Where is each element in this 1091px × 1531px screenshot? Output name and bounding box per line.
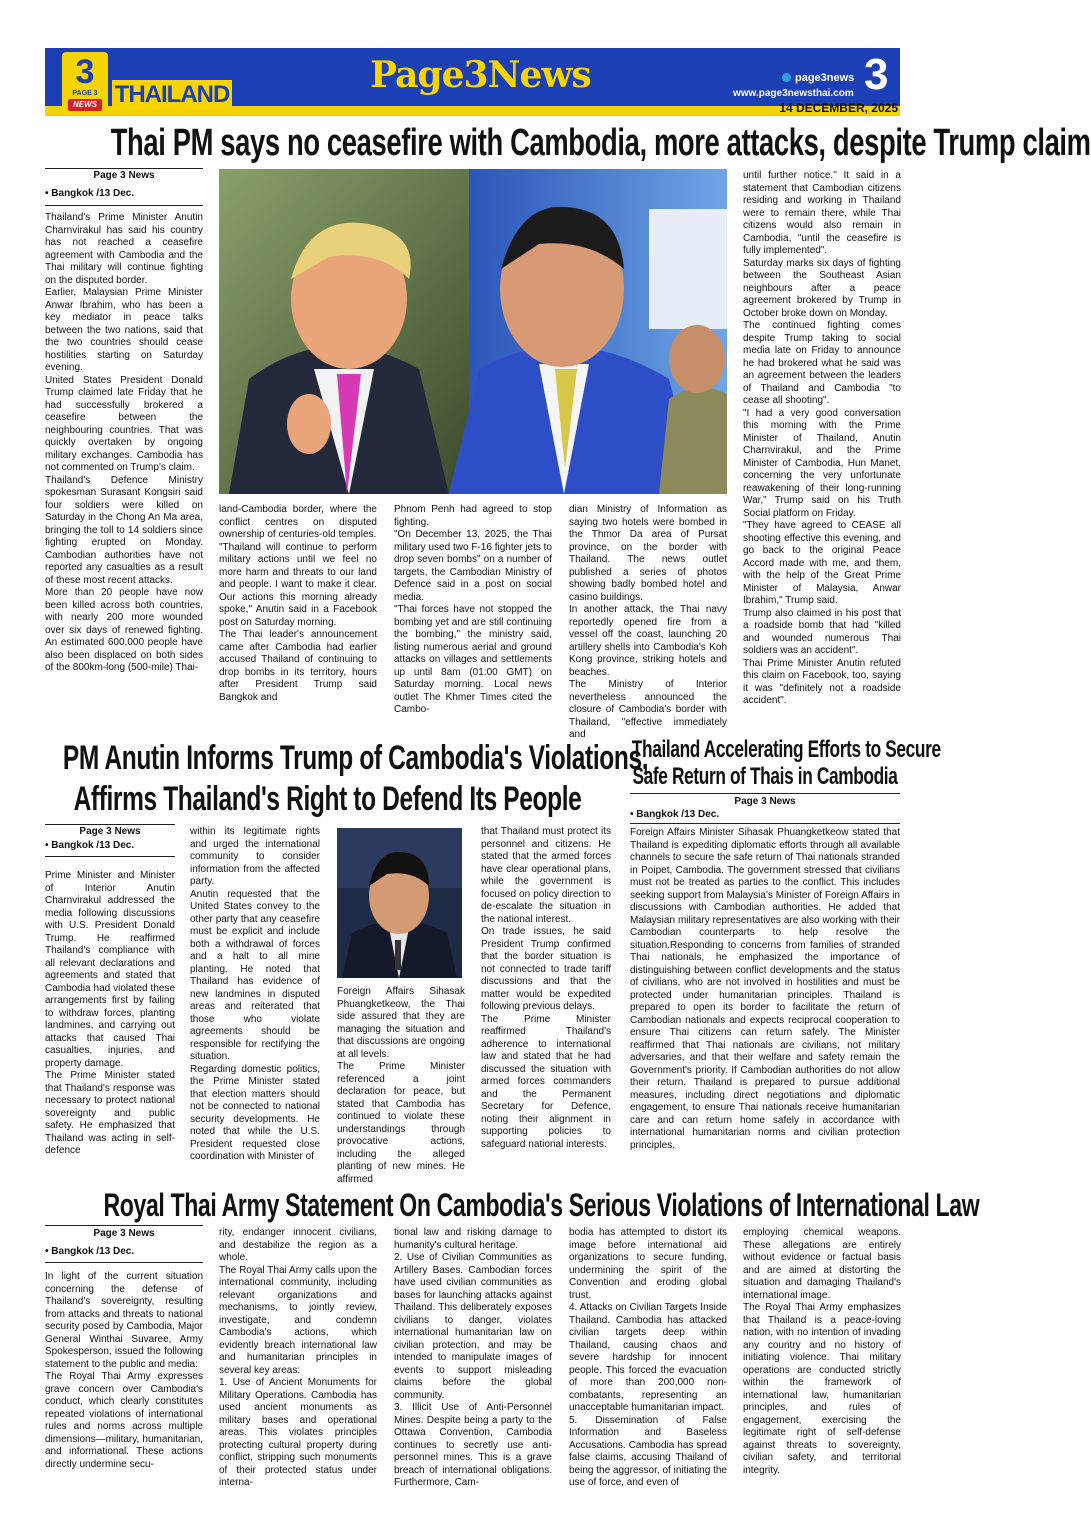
photo-banner <box>649 209 727 329</box>
paragraph: rity, endanger innocent civilians, and destabilize the region as a whole. <box>219 1227 377 1263</box>
article4-source: Page 3 News <box>93 1228 155 1239</box>
paragraph: Phnom Penh had agreed to stop fighting. <box>394 504 552 528</box>
article1-headline: Thai PM says no ceasefire with Cambodia, more attacks, despite Trump claim <box>110 122 1091 164</box>
paragraph: bodia has attempted to distort its image before international aid organizations to secure funding, undermining the spirit of the Convention and eroding global trust. <box>569 1227 727 1301</box>
article4-rule <box>45 1225 203 1226</box>
paragraph: Saturday marks six days of fighting between the Southeast Asian neighbours after a peace agreement brokered by Trump in October broke down on Monday. <box>743 257 901 319</box>
article2-source: Page 3 News <box>79 826 141 837</box>
paragraph: The continued fighting comes despite Trump taking to social media late on Friday to announce he had brokered what he said was an agreement between the leaders of Thailand and Cambodia "to cease all shooting". <box>743 320 901 406</box>
paragraph: 1. Use of Ancient Monuments for Military Operations. Cambodia has used ancient monuments as military bases and operational areas. This violates principles protecting cultural property during conflict, stripping such monuments of their protected status under interna- <box>219 1377 377 1488</box>
paragraph: Thai Prime Minister Anutin refuted this claim on Facebook, too, saying it was "definitely not a roadside accident". <box>743 657 901 706</box>
article2-column-1 <box>45 870 175 1184</box>
article4-rule-2 <box>45 1262 203 1263</box>
paragraph: The Ministry of Interior nevertheless announced the closure of Cambodia's border with Thailand, "effective immediately and <box>569 679 727 740</box>
article2-column-2 <box>190 826 320 1184</box>
article3-source: Page 3 News <box>734 796 796 807</box>
paragraph: The Royal Thai Army emphasizes that Thailand is a peace-loving nation, with no intention of invading any country and no history of initiating violence. Thai military operations are conducted strictly within the framework of international law, humanitarian principles, and rules of engagement, exercising the legitimate right of self-defense against threats to sovereignty, civilian safety, and territorial integrity. <box>743 1302 901 1476</box>
article2-rule <box>45 824 175 825</box>
article1-dateline: • Bangkok /13 Dec. <box>45 188 135 199</box>
paragraph: "I had a very good conversation this morning with the Prime Minister of Thailand, Anutin Charnvirakul, and the Prime Minister of Cambodia, Hun Manet, concerning the very unfortunate reawakening of their long-running War," Trump said on his Truth Social platform on Friday. <box>743 407 901 519</box>
article3-headline-line1: Thailand Accelerating Efforts to Secure <box>631 736 941 763</box>
article3-rule-2 <box>630 823 900 824</box>
article2-headline-line2: Affirms Thailand's Right to Defend Its People <box>73 780 582 818</box>
paragraph: Foreign Affairs Sihasak Phuangketkeow, the Thai side assured that they are managing the situation and that discussions are ongoing at all levels. <box>337 986 465 1060</box>
article1-column-1 <box>45 212 203 698</box>
social-handle[interactable] <box>782 72 854 84</box>
article4-column-3 <box>394 1227 552 1497</box>
paper-name[interactable]: Page3News <box>370 54 591 96</box>
paragraph: Anutin requested that the United States convey to the other party that any ceasefire must be explicit and include both a withdrawal of forces and a halt to all mine planting. He noted that Thailand has evidence of new landmines in disputed areas and reiterated that those who violate agreements should be responsible for rectifying the situation. <box>190 888 320 1062</box>
article4-column-4 <box>569 1227 727 1497</box>
paragraph: "Thailand will continue to perform military actions until we feel no more harm and threats to our land and people. I want to make it clear. Our actions this morning already spoke," Anutin said in a Facebook post on Saturday morning. <box>219 541 377 628</box>
paragraph: In another attack, the Thai navy reportedly opened fire from a vessel off the coast, launching 20 artillery shells into Cambodia's Koh Kong province, striking hotels and beaches. <box>569 604 727 678</box>
paragraph: within its legitimate rights and urged the international community to consider information from the affected party. <box>190 826 320 887</box>
article2-column-4 <box>481 826 611 1184</box>
paragraph: Regarding domestic politics, the Prime Minister stated that election matters should not be connected to national security developments. He noted that while the U.S. President requested close coordination with Minister of <box>190 1063 320 1162</box>
article1-column-3 <box>394 504 552 730</box>
article2-column-3 <box>337 986 465 1184</box>
photo2-microphone <box>395 940 401 970</box>
paragraph: "They have agreed to CEASE all shooting effective this evening, and go back to the original Peace Accord made with me, and them, with the help of the Great Prime Minister of Malaysia, Anwar Ibrahim," Trump said. <box>743 520 901 606</box>
paragraph: 2. Use of Civilian Communities as Artillery Bases. Cambodian forces have used civilian communities as bases for launching attacks against Thailand. This deliberately exposes civilians to danger, violates international humanitarian law on civilian protection, and may be intended to manipulate images of events to support misleading claims before the global community. <box>394 1252 552 1401</box>
paragraph: "On December 13, 2025, the Thai military used two F-16 fighter jets to drop seven bombs" on a number of targets, the Cambodian Ministry of Defence said in a post on social media. <box>394 529 552 603</box>
officer-uniform <box>659 388 727 494</box>
article1-column-5 <box>743 170 901 732</box>
paragraph: 3. Illicit Use of Anti-Personnel Mines. Despite being a party to the Ottawa Convention, Cambodia continues to secretly use anti-personnel mines. This is a grave breach of international obligations. Furthermore, Cam- <box>394 1402 552 1488</box>
paragraph: 4. Attacks on Civilian Targets Inside Thailand. Cambodia has attacked civilian targets deep within Thailand, causing chaos and severe hardship for innocent people. This forced the evacuation of more than 200,000 non-combatants, representing an unacceptable humanitarian impact. <box>569 1302 727 1413</box>
issue-date: 14 DECEMBER, 2025 <box>779 101 898 115</box>
paragraph: The Royal Thai Army calls upon the international community, including relevant organizations and mechanisms, to jointly review, investigate, and condemn Cambodia's actions, which evidently breach international law and humanitarian principles in several key areas: <box>219 1264 377 1376</box>
officer-face <box>669 325 725 393</box>
paragraph: The Prime Minister stated that Thailand's response was necessary to protect national sovereignty and public safety. He emphasized that Thailand was acting in self-defence <box>45 1070 175 1156</box>
paragraph: The Prime Minister referenced a joint declaration for peace, but stated that Cambodia has continued to violate these understandings through provocative actions, including the alleged planting of new mines. He affirmed <box>337 1061 465 1185</box>
article2-headline-line1: PM Anutin Informs Trump of Cambodia's Violations, <box>62 739 649 777</box>
page3-logo[interactable] <box>62 52 108 114</box>
paragraph: On trade issues, he said President Trump confirmed that the border situation is not connected to trade tariff discussions and that the matter would be expedited following previous delays. <box>481 926 611 1012</box>
article4-dateline: • Bangkok /13 Dec. <box>45 1246 135 1257</box>
article3-rule <box>630 793 900 794</box>
article1-source: Page 3 News <box>93 170 155 181</box>
paragraph: tional law and risking damage to humanity's cultural heritage. <box>394 1227 552 1251</box>
trump-hand <box>287 394 331 454</box>
article1-photo <box>219 169 727 494</box>
article3-dateline: • Bangkok /13 Dec. <box>630 809 720 820</box>
paragraph: Thailand's Defence Ministry spokesman Surasant Kongsiri said four soldiers were killed on Saturday in the Chong An Ma area, bringing the toll to 14 soldiers since fighting erupted on Monday. Cambodian authorities have not reported any casualties as a result of these most recent attacks. <box>45 474 203 586</box>
article4-column-2 <box>219 1227 377 1497</box>
paragraph: The Prime Minister reaffirmed Thailand's adherence to international law and stated that he had discussed the situation with armed forces commanders and the Permanent Secretary for Defence, noting their alignment in supporting policies to safeguard national interests. <box>481 1013 611 1150</box>
paragraph: "Thai forces have not stopped the bombing yet and are still continuing the bombing," the ministry said, listing numerous aerial and ground attacks on villages and settlements up until 8am (01:00 GMT) on Saturday morning. Local news outlet The Khmer Times cited the Cambo- <box>394 604 552 715</box>
logo-news-badge: NEWS <box>68 99 102 111</box>
paragraph: Earlier, Malaysian Prime Minister Anwar Ibrahim, who has been a key mediator in peace talks between the two nations, said that the two countries should cease hostilities starting on Saturday evening. <box>45 287 203 373</box>
paragraph: employing chemical weapons. These allegations are entirely without evidence or factual basis and are aimed at distorting the situation and damaging Thailand's international image. <box>743 1227 901 1301</box>
paragraph: until further notice." It said in a statement that Cambodian citizens residing and working in Thailand were to remain there, while Thai citizens would also remain in Cambodia, "until the ceasefire is fully implemented". <box>743 170 901 256</box>
article2-dateline: • Bangkok /13 Dec. <box>45 840 135 851</box>
article4-headline: Royal Thai Army Statement On Cambodia's Serious Violations of International Law <box>103 1187 980 1223</box>
paragraph: United States President Donald Trump claimed late Friday that he had successfully brokered a ceasefire between the neighbouring countries. That was quickly overtaken by ongoing military exchanges. Cambodia has not commented on Trump's claim. <box>45 374 203 473</box>
paragraph: Prime Minister and Minister of Interior Anutin Charnvirakul addressed the media following discussions with U.S. President Donald Trump. He reaffirmed Thailand's compliance with all relevant declarations and agreements and stated that Cambodia had violated these arrangements first by failing to withdraw forces, planting landmines, and carrying out attacks that caused Thai casualties, injuries, and property damage. <box>45 870 175 1069</box>
article3-body: Foreign Affairs Minister Sihasak Phuangketkeow stated that Thailand is expediting diplomatic efforts through all available channels to secure the safe return of Thai nationals stranded in Poipet, Cambodia. The government stressed that civilians must not be treated as parties to the conflict. This includes seeking support from Malaysia's Minister of Foreign Affairs in discussions with Cambodian authorities. He added that Malaysian military representatives are also working with their Cambodian counterparts to help resolve the situation.Responding to concerns from families of stranded Thai nationals, he emphasized the importance of distinguishing between conflict developments and the status of civilians, who are not involved in hostilities and must be protected under humanitarian principles. Thailand is prepared to open its border to facilitate the return of Cambodian nationals and expects reciprocal cooperation to ensure Thai citizens can return safely. The Minister reaffirmed that Thai nationals are civilians, not military adversaries, and that their welfare and safety remain the Government's priority. If Cambodian authorities do not allow their return, Thailand is prepared to pursue additional measures, including direct negotiations and diplomatic engagement, to ensure Thai nationals receive humanitarian care and can return home safely in accordance with international humanitarian norms and civilian protection principles. <box>630 827 900 1151</box>
article2-rule-2 <box>45 856 175 857</box>
logo-caption: PAGE 3 <box>72 90 98 97</box>
paragraph: land-Cambodia border, where the conflict centres on disputed ownership of centuries-old temples. <box>219 504 377 540</box>
article1-rule-2 <box>45 205 203 206</box>
paragraph: More than 20 people have now been killed across both countries, with nearly 200 more wounded over six days of renewed fighting. An estimated 600,000 people have also been displaced on both sides of the 800km-long (500-mile) Thai- <box>45 587 203 673</box>
logo-number: 3 <box>75 53 95 91</box>
country-label: THAILAND <box>112 80 232 110</box>
paragraph: 5. Dissemination of False Information and Baseless Accusations. Cambodia has spread false claims, accusing Thailand of being the aggressor, of initiating the use of force, and even of <box>569 1414 727 1488</box>
paragraph: dian Ministry of Information as saying two hotels were bombed in the Thmor Da area of Pursat province, on the border with Thailand. The news outlet published a series of photos showing badly bombed hotel and casino buildings. <box>569 504 727 603</box>
paragraph: Trump also claimed in his post that a roadside bomb that had "killed and wounded numerous Thai soldiers was an accident". <box>743 607 901 656</box>
social-dot-icon <box>782 73 791 82</box>
website-link[interactable]: www.page3newsthai.com <box>733 88 854 99</box>
paragraph: that Thailand must protect its personnel and citizens. He stated that the armed forces have clear operational plans, while the government is focused on policy direction to de-escalate the situation in the national interest. <box>481 826 611 925</box>
article1-column-2 <box>219 504 377 730</box>
article3-headline-line2: Safe Return of Thais in Cambodia <box>632 763 898 790</box>
article1-rule <box>45 168 203 169</box>
article2-photo <box>337 828 462 978</box>
article1-column-4 <box>569 504 727 740</box>
social-handle-text: page3news <box>795 72 855 84</box>
paragraph: Thailand's Prime Minister Anutin Charnvirakul has said his country has not reached a ceasefire agreement with Cambodia and the Thai military will continue fighting on the disputed border. <box>45 212 203 286</box>
article4-column-5 <box>743 1227 901 1497</box>
paragraph: In light of the current situation concerning the defense of Thailand's sovereignty, resulting from attacks and threats to national security posed by Cambodia, Major General Winthai Suvaree, Army Spokesperson, issued the following statement to the public and media: <box>45 1271 203 1370</box>
paragraph: The Thai leader's announcement came after Cambodia had earlier accused Thailand of continuing to drop bombs in its territory, hours after President Trump said Bangkok and <box>219 629 377 703</box>
page-number: 3 <box>864 50 889 99</box>
paragraph: The Royal Thai Army expresses grave concern over Cambodia's conduct, which clearly constitutes repeated violations of international rules and norms across multiple dimensions—military, humanitarian, and informational. These actions directly undermine secu- <box>45 1371 203 1470</box>
article4-column-1 <box>45 1271 203 1497</box>
